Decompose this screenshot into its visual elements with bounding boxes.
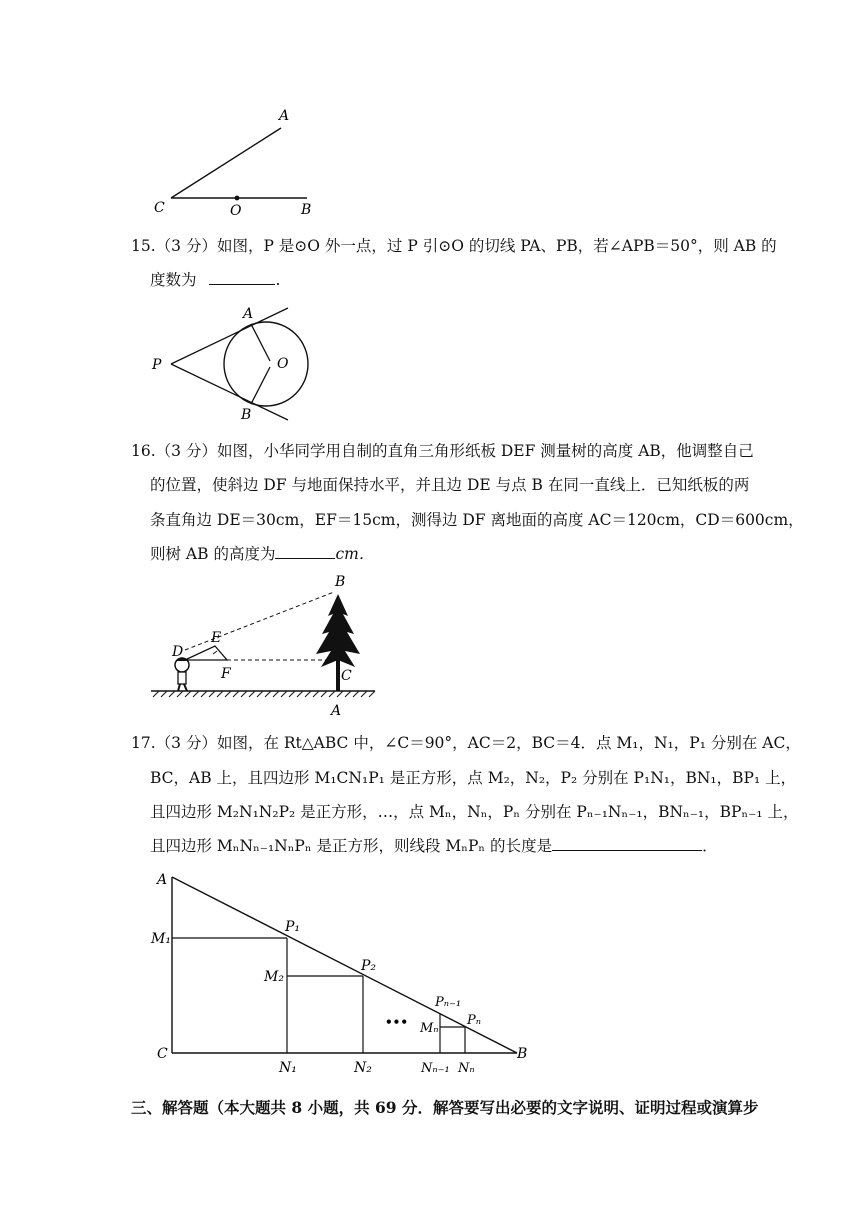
sight-line-DB — [185, 592, 334, 650]
figure-17-nested-squares — [145, 866, 535, 1076]
q16-line-4 — [150, 544, 374, 564]
figure-16-tree-measurement — [145, 568, 385, 720]
label-Nn: Nₙ — [458, 1061, 475, 1076]
circle-O — [224, 322, 308, 406]
label-A: A — [279, 108, 290, 124]
label-E: E — [211, 630, 222, 646]
label-P1: P₁ — [285, 919, 301, 935]
label-A: A — [157, 872, 168, 888]
q16-unit: cm． — [335, 545, 375, 563]
label-O: O — [277, 356, 289, 372]
label-Nn-1: Nₙ₋₁ — [421, 1061, 450, 1076]
q15-period: . — [275, 271, 281, 289]
label-M1: M₁ — [151, 931, 171, 947]
label-F: F — [221, 666, 231, 682]
ground-hatching — [153, 691, 375, 697]
radius-OB — [251, 367, 270, 404]
tangent-PA — [171, 308, 288, 364]
label-B: B — [517, 1046, 528, 1062]
radius-OA — [251, 324, 270, 361]
ray-CA — [171, 128, 281, 198]
label-C: C — [157, 1046, 168, 1062]
q17-line-1: 17.（3 分）如图，在 Rt△ABC 中，∠C＝90°，AC＝2，BC＝4．点 M₁，N₁，P₁ 分别在 AC， — [131, 734, 801, 752]
label-A: A — [331, 703, 342, 719]
label-M2: M₂ — [264, 969, 284, 985]
q17-line-4 — [150, 836, 718, 856]
section-3-heading: 三、解答题（本大题共 8 小题，共 69 分．解答要写出必要的文字说明、证明过程或演算步 — [131, 1098, 759, 1117]
label-P: P — [152, 357, 162, 373]
q16-line-2: 的位置，使斜边 DF 与地面保持水平，并且边 DE 与点 B 在同一直线上．已知纸板的两 — [150, 476, 750, 494]
triangle-DEF — [185, 646, 227, 660]
right-angle-mark — [213, 651, 217, 654]
q15-line-1: 15.（3 分）如图，P 是⊙O 外一点，过 P 引⊙O 的切线 PA、PB，若∠APB＝50°，则 AB 的 — [131, 237, 777, 255]
person-icon — [175, 658, 189, 692]
q16-line-1: 16.（3 分）如图，小华同学用自制的直角三角形纸板 DEF 测量树的高度 AB，他调整自己 — [131, 442, 754, 460]
label-dots: ••• — [385, 1015, 409, 1029]
point-O — [235, 196, 240, 201]
q16-line-3: 条直角边 DE＝30cm，EF＝15cm，测得边 DF 离地面的高度 AC＝120cm，CD＝600cm， — [150, 511, 804, 529]
q17-line-2: BC，AB 上，且四边形 M₁CN₁P₁ 是正方形，点 M₂，N₂，P₂ 分别在 P₁N₁，BN₁，BP₁ 上， — [150, 769, 797, 787]
q15-answer-blank[interactable] — [209, 270, 275, 285]
label-O: O — [230, 203, 242, 219]
label-Pn: Pₙ — [467, 1013, 482, 1028]
q16-answer-blank[interactable] — [275, 544, 335, 559]
label-B: B — [241, 407, 252, 423]
label-P2: P₂ — [361, 958, 377, 974]
label-C: C — [341, 668, 352, 684]
figure-14-angle — [145, 100, 325, 225]
q17-line-3: 且四边形 M₂N₁N₂P₂ 是正方形，…，点 Mₙ，Nₙ，Pₙ 分别在 Pₙ₋₁Nₙ₋₁，BNₙ₋₁，BPₙ₋₁ 上， — [150, 803, 799, 821]
label-D: D — [172, 644, 184, 660]
q15-line-2 — [150, 270, 280, 290]
hypotenuse-AB — [172, 877, 517, 1053]
q17-prompt: 且四边形 MₙNₙ₋₁NₙPₙ 是正方形，则线段 MₙPₙ 的长度是 — [150, 837, 553, 855]
q16-prompt: 则树 AB 的高度为 — [150, 545, 276, 563]
label-Mn: Mₙ — [420, 1021, 439, 1036]
label-B: B — [335, 574, 346, 590]
label-Pn-1: Pₙ₋₁ — [435, 995, 462, 1010]
label-A: A — [243, 306, 254, 322]
label-N1: N₁ — [279, 1060, 297, 1076]
label-N2: N₂ — [354, 1060, 372, 1076]
label-B: B — [301, 202, 312, 218]
label-C: C — [154, 200, 165, 216]
q17-period: ． — [702, 837, 718, 855]
figure-15-tangents — [145, 298, 315, 428]
q17-answer-blank[interactable] — [552, 836, 702, 851]
tree-icon — [316, 594, 360, 691]
q15-prompt: 度数为 — [150, 271, 197, 289]
tangent-PB — [171, 364, 288, 420]
